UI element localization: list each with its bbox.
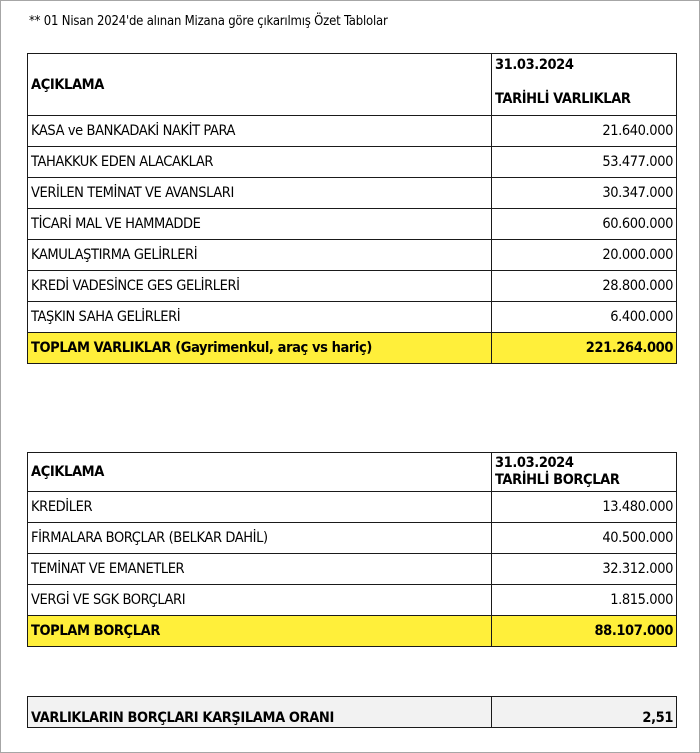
row-value: 13.480.000 (492, 492, 677, 523)
row-value: 30.347.000 (492, 178, 677, 209)
assets-total-row (28, 333, 677, 364)
liabilities-total-value: 88.107.000 (492, 616, 677, 647)
assets-header-date-value: 31.03.2024 (495, 57, 574, 73)
assets-header-row (28, 54, 677, 116)
table-row (28, 492, 677, 523)
row-value: 28.800.000 (492, 271, 677, 302)
ratio-label: VARLIKLARIN BORÇLARI KARŞILAMA ORANI (28, 697, 492, 728)
table-row (28, 209, 677, 240)
row-label: TAŞKIN SAHA GELİRLERİ (28, 302, 492, 333)
ratio-row (28, 697, 677, 728)
liabilities-total-label: TOPLAM BORÇLAR (28, 616, 492, 647)
ratio-value: 2,51 (492, 697, 677, 728)
assets-table (27, 53, 677, 364)
row-label: TİCARİ MAL VE HAMMADDE (28, 209, 492, 240)
table-row (28, 178, 677, 209)
row-value: 53.477.000 (492, 147, 677, 178)
ratio-table (27, 696, 677, 728)
row-label: FİRMALARA BORÇLAR (BELKAR DAHİL) (28, 523, 492, 554)
liabilities-header-description: AÇIKLAMA (28, 453, 492, 492)
row-label: KREDİ VADESİNCE GES GELİRLERİ (28, 271, 492, 302)
row-value: 60.600.000 (492, 209, 677, 240)
row-label: TAHAKKUK EDEN ALACAKLAR (28, 147, 492, 178)
row-value: 6.400.000 (492, 302, 677, 333)
table-row (28, 523, 677, 554)
liabilities-table (27, 452, 677, 647)
row-label: KASA ve BANKADAKİ NAKİT PARA (28, 116, 492, 147)
row-label: TEMİNAT VE EMANETLER (28, 554, 492, 585)
table-row (28, 302, 677, 333)
assets-header-description: AÇIKLAMA (28, 54, 492, 116)
assets-total-value: 221.264.000 (492, 333, 677, 364)
liabilities-header-row (28, 453, 677, 492)
row-value: 40.500.000 (492, 523, 677, 554)
assets-header-date-label: TARİHLİ VARLIKLAR (495, 91, 631, 107)
table-row (28, 554, 677, 585)
row-label: KREDİLER (28, 492, 492, 523)
row-label: VERİLEN TEMİNAT VE AVANSLARI (28, 178, 492, 209)
summary-note: ** 01 Nisan 2024'de alınan Mizana göre çıkarılmış Özet Tablolar (29, 14, 388, 29)
row-value: 1.815.000 (492, 585, 677, 616)
liabilities-total-row (28, 616, 677, 647)
row-label: VERGİ VE SGK BORÇLARI (28, 585, 492, 616)
table-row (28, 147, 677, 178)
table-row (28, 585, 677, 616)
row-label: KAMULAŞTIRMA GELİRLERİ (28, 240, 492, 271)
row-value: 32.312.000 (492, 554, 677, 585)
assets-total-label: TOPLAM VARLIKLAR (Gayrimenkul, araç vs hariç) (28, 333, 492, 364)
liabilities-header-date-value: 31.03.2024 (495, 455, 574, 471)
row-value: 20.000.000 (492, 240, 677, 271)
assets-header-date (492, 54, 677, 116)
liabilities-header-date-label: TARİHLİ BORÇLAR (495, 472, 620, 488)
row-value: 21.640.000 (492, 116, 677, 147)
table-row (28, 271, 677, 302)
table-row (28, 116, 677, 147)
table-row (28, 240, 677, 271)
liabilities-header-date (492, 453, 677, 492)
